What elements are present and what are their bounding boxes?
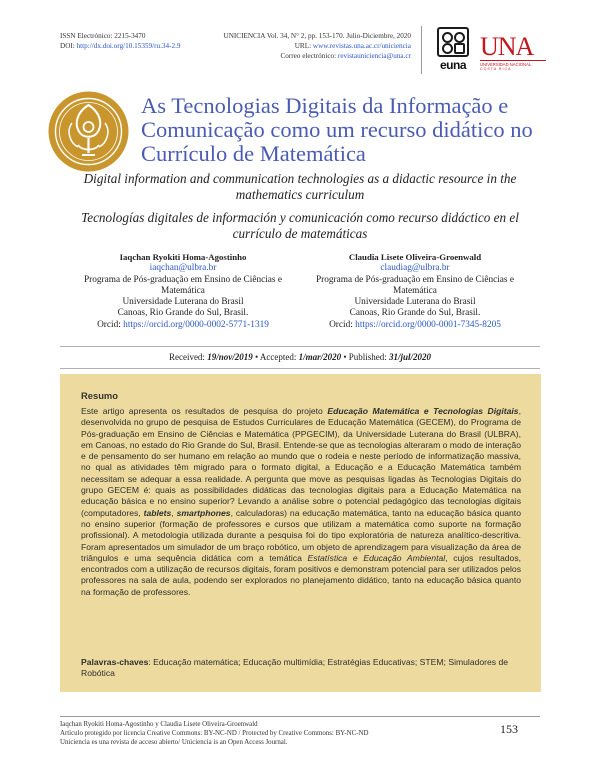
- header-divider: [421, 26, 422, 74]
- abstract-text-part: ,: [171, 507, 177, 518]
- una-logo: [480, 34, 546, 72]
- doi-prefix: DOI:: [60, 42, 77, 50]
- orcid-link[interactable]: https://orcid.org/0000-0001-7345-8205: [355, 319, 501, 330]
- abstract-heading: Resumo: [81, 390, 118, 401]
- una-logo-subtitle: UNIVERSIDAD NACIONAL: [480, 60, 546, 67]
- email-link[interactable]: revistauniciencia@una.cr: [337, 52, 411, 60]
- author-email-link[interactable]: claudiag@ulbra.br: [380, 263, 450, 274]
- dates-bottom-rule: [60, 368, 540, 369]
- author-name: Claudia Lisete Oliveira-Groenwald: [348, 252, 482, 262]
- journal-line: UNICIENCIA Vol. 34, N° 2, pp. 153-170. Julio-Diciembre, 2020: [223, 32, 411, 40]
- abstract-term-theme: Estatística e Educação Ambiental: [307, 552, 446, 563]
- author-email-link[interactable]: iaqchan@ulbra.br: [149, 263, 217, 274]
- publication-dates: [60, 352, 540, 362]
- published-date: 31/jul/2020: [389, 352, 432, 362]
- orcid-prefix: Orcid:: [97, 319, 124, 330]
- orcid-prefix: Orcid:: [329, 319, 356, 330]
- abstract-text-part: Este artigo apresenta os resultados de pesquisa do projeto: [81, 406, 328, 416]
- subtitle-spanish: Tecnologías digitales de información y comunicación como recurso didáctico en el currículo de matemáticas: [81, 210, 519, 241]
- author-location: Canoas, Rio Grande do Sul, Brasil.: [349, 308, 481, 319]
- author-block: [73, 252, 293, 331]
- received-label: Received:: [168, 352, 208, 362]
- accepted-date: 1/mar/2020: [298, 352, 342, 362]
- page-number: 153: [500, 722, 518, 736]
- euna-mark-icon: [437, 27, 469, 57]
- una-logo-text: UNA: [480, 32, 534, 61]
- header-journal-info: [206, 31, 411, 61]
- url-prefix: URL:: [294, 42, 313, 50]
- footer: [60, 720, 369, 748]
- doi-link[interactable]: http://dx.doi.org/10.15359/ru.34-2.9: [76, 42, 181, 50]
- footer-authors: Iaqchan Ryokiti Homa-Agostinho y Claudia Lisete Oliveira-Groenwald: [60, 721, 258, 728]
- uniciencia-emblem-icon: [48, 91, 129, 172]
- keywords: [81, 657, 521, 680]
- keywords-list: : Educação matemática; Educação multimídia; Estratégias Educativas; STEM; Simuladores de Robótica: [81, 657, 509, 679]
- author-university: Universidade Luterana do Brasil: [354, 297, 476, 308]
- article-title: As Tecnologias Digitais da Informação e Comunicação como um recurso didático no Currículo de Matemática: [141, 93, 533, 166]
- abstract-text-part: , cujos resultados, encontrados com a utilização de recursos digitais, foram positivos e demonstram potencial para ser utilizados pelos professores na sala de aula, podendo ser explorados no planejamento didático, tanto na educação básica quanto na formação de professores.: [81, 552, 522, 597]
- footer-divider: [60, 716, 540, 717]
- abstract-text-part: , calculadoras) na educação matemática, tanto na educação básica quanto no ensino superior (formação de professores e cursos que utilizam a matemática como suporte na formação profissional). A metodologia utilizada durante a pesquisa foi do tipo exploratória de natureza analítico-descritiva. Foram apresentados um simulador de um braço robótico, um objeto de aprendizagem para visualização da área de triângulos e uma sequência didática com a temática: [81, 507, 521, 563]
- euna-logo: [437, 27, 469, 73]
- url-link[interactable]: www.revistas.una.ac.cr/uniciencia: [312, 42, 411, 50]
- footer-license: Artículo protegido por licencia Creative Commons: BY-NC-ND / Protected by Creative Commons: BY-NC-ND: [60, 730, 369, 738]
- abstract-text: [81, 406, 521, 598]
- abstract-project-name: Educação Matemática e Tecnologias Digitais: [327, 406, 519, 416]
- journal-email: [206, 51, 411, 61]
- author-orcid: [73, 320, 293, 331]
- abstract-term-tablets: tablets: [143, 507, 172, 518]
- author-university: Universidade Luterana do Brasil: [122, 297, 244, 308]
- subtitle-english: Digital information and communication technologies as a didactic resource in the mathematics curriculum: [83, 171, 517, 202]
- author-orcid: [305, 320, 525, 331]
- author-location: Canoas, Rio Grande do Sul, Brasil.: [117, 308, 249, 319]
- author-block: [305, 252, 525, 331]
- author-program: Programa de Pós-graduação em Ensino de Ciências e Matemática: [315, 274, 514, 296]
- keywords-label: Palavras-chaves: [81, 657, 149, 667]
- abstract-term-smartphones: smartphones: [176, 507, 231, 518]
- received-date: 19/nov/2019: [207, 352, 253, 362]
- abstract-text-part: , desenvolvida no grupo de pesquisa de Estudos Curriculares de Educação Matemática (GECEM), do Programa de Pós-graduação em Ensino de Ciências e Matemática (PPGECIM), da Universidade Luterana do Brasil (ULBRA), em Canoas, no estado do Rio Grande do Sul, Brasil. Entende-se que as tecnologias alteraram o modo de interação e de pensamento do ser humano em relação ao mundo que o rodeia e neste período de informatização massiva, no qual as atividades têm migrado para o formato digital, a Educação e a Educação Matemática também necessitam se adequar a essa realidade. A pergunta que move as pesquisas ligadas às Tecnologias Digitais do grupo GECEM é: quais as possibilidades didáticas das tecnologias digitais para a Educação Matemática na educação básica e no ensino superior? Levando a análise sobre o potencial pedagógico das tecnologias digitais (computadores,: [81, 406, 521, 518]
- doi: [60, 41, 180, 51]
- author-program: Programa de Pós-graduação em Ensino de Ciências e Matemática: [83, 274, 282, 296]
- issn: ISSN Electrónico: 2215-3470: [60, 32, 146, 40]
- email-prefix: Correo electrónico:: [280, 52, 338, 60]
- dates-top-rule: [60, 346, 540, 347]
- header-left: [60, 31, 180, 51]
- footer-open-access: Uniciencia es una revista de acceso abierto/ Uniciencia is an Open Access Journal.: [60, 739, 288, 747]
- journal-url: [206, 41, 411, 51]
- accepted-label: • Accepted:: [252, 352, 299, 362]
- orcid-link[interactable]: https://orcid.org/0000-0002-5771-1319: [123, 319, 269, 330]
- euna-logo-text: euna: [439, 58, 466, 72]
- published-label: • Published:: [341, 352, 390, 362]
- una-logo-country: COSTA RICA: [480, 67, 512, 71]
- author-name: Iaqchan Ryokiti Homa-Agostinho: [119, 252, 247, 262]
